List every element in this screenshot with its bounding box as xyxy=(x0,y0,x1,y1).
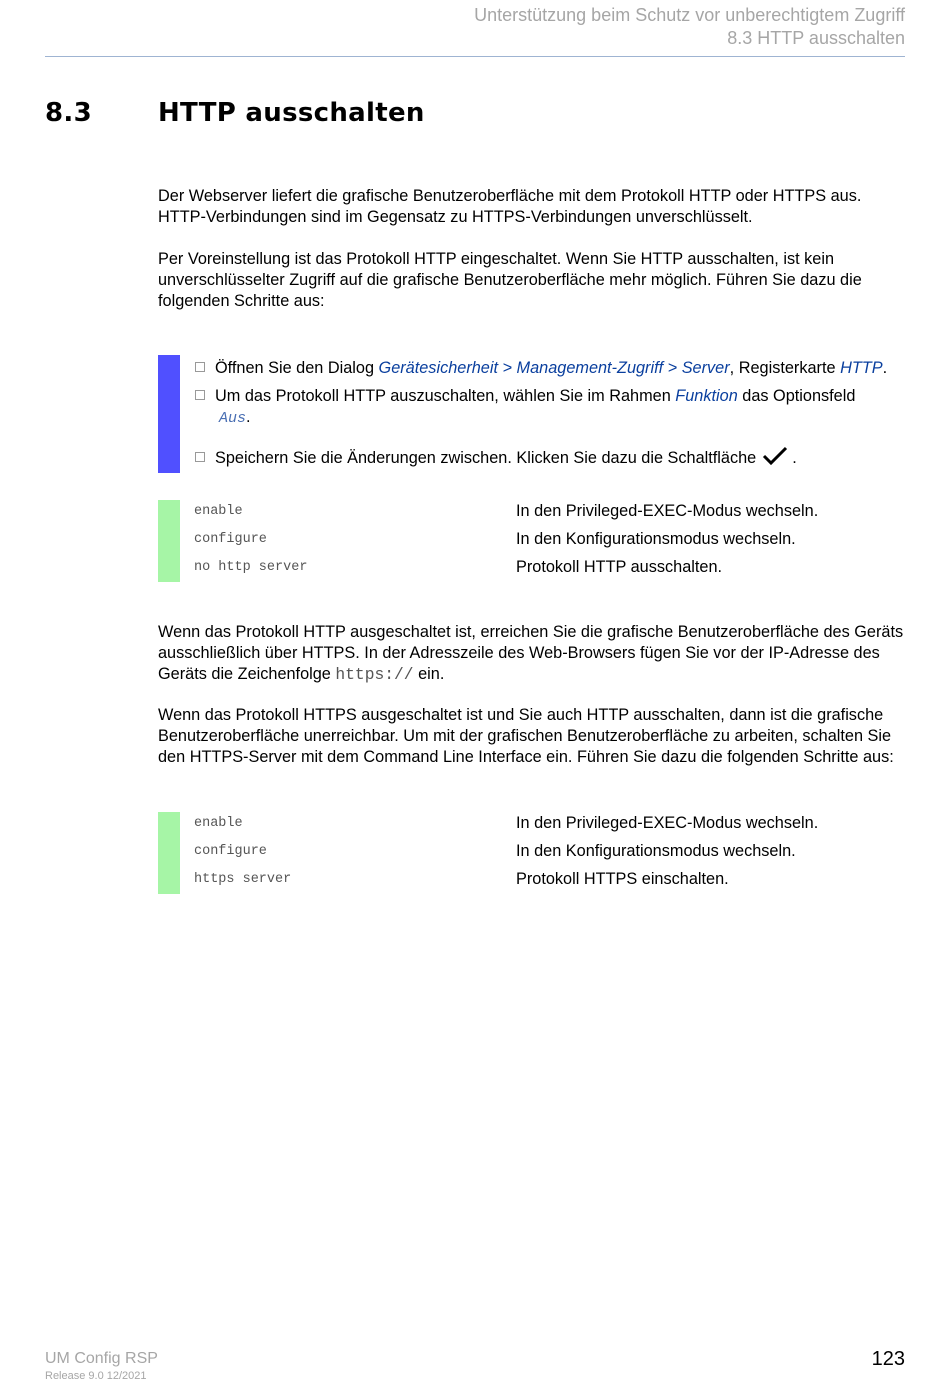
cli-command: enable xyxy=(194,816,243,831)
checkbox-bullet-icon xyxy=(195,390,205,400)
intro-paragraph-2: Per Voreinstellung ist das Protokoll HTTP eingeschaltet. Wenn Sie HTTP ausschalten, ist kein unverschlüsselter Zugriff auf die grafische Benutzeroberfläche mehr möglich. Führen Sie dazu die folgenden Schritte aus: xyxy=(158,250,862,310)
cli-description: In den Konfigurationsmodus wechseln. xyxy=(516,530,796,548)
cli-marker-bar xyxy=(158,500,180,582)
paragraph-text: ein. xyxy=(413,665,445,683)
header-divider xyxy=(45,56,905,57)
step-save-changes xyxy=(195,445,915,473)
step-select-option xyxy=(195,386,915,429)
paragraph-text: Wenn das Protokoll HTTP ausgeschaltet ist, erreichen Sie die grafische Benutzeroberfläche des Geräts ausschließlich über HTTPS. In der Adresszeile des Web-Browsers fügen Sie vor der IP-Adresse des Geräts die Zeichenfolge xyxy=(158,623,904,683)
step-text: Um das Protokoll HTTP auszuschalten, wählen Sie im Rahmen xyxy=(215,387,676,405)
footer-release: Release 9.0 12/2021 xyxy=(45,1370,147,1382)
dialog-path: Gerätesicherheit > Management-Zugriff > Server xyxy=(378,359,730,377)
intro-paragraph-1: Der Webserver liefert die grafische Benutzeroberfläche mit dem Protokoll HTTP oder HTTPS aus. HTTP-Verbindungen sind im Gegensatz zu HTTPS-Verbindungen unverschlüsselt. xyxy=(158,187,862,226)
step-open-dialog xyxy=(195,358,915,379)
step-text: das Optionsfeld xyxy=(737,387,856,405)
cli-command: configure xyxy=(194,532,267,547)
step-text: . xyxy=(246,408,251,426)
frame-name: Funktion xyxy=(675,387,738,405)
https-access-paragraph xyxy=(158,622,908,685)
checkbox-bullet-icon xyxy=(195,452,205,462)
step-text: . xyxy=(882,359,888,377)
tab-name: HTTP xyxy=(840,359,883,377)
cli-command: no http server xyxy=(194,560,308,575)
step-text: Speichern Sie die Änderungen zwischen. Klicken Sie dazu die Schaltfläche xyxy=(215,449,757,467)
section-title: HTTP ausschalten xyxy=(158,98,425,128)
cli-command: https server xyxy=(194,872,292,887)
page-number: 123 xyxy=(871,1348,905,1370)
cli-command: configure xyxy=(194,844,267,859)
checkbox-bullet-icon xyxy=(195,362,205,372)
section-number: 8.3 xyxy=(45,98,92,128)
footer-manual-name: UM Config RSP xyxy=(45,1350,158,1367)
steps-marker-bar xyxy=(158,355,180,473)
cli-description: Protokoll HTTP ausschalten. xyxy=(516,558,723,576)
cli-description: Protokoll HTTPS einschalten. xyxy=(516,870,729,888)
step-text: , Registerkarte xyxy=(729,359,841,377)
cli-description: In den Konfigurationsmodus wechseln. xyxy=(516,842,796,860)
checkmark-icon xyxy=(762,445,788,473)
cli-marker-bar xyxy=(158,812,180,894)
step-text: Öffnen Sie den Dialog xyxy=(215,359,379,377)
option-name: Aus xyxy=(219,410,247,427)
cli-description: In den Privileged-EXEC-Modus wechseln. xyxy=(516,814,819,832)
cli-description: In den Privileged-EXEC-Modus wechseln. xyxy=(516,502,819,520)
running-header-chapter: Unterstützung beim Schutz vor unberechtigtem Zugriff xyxy=(474,5,905,25)
cli-command: enable xyxy=(194,504,243,519)
https-server-paragraph: Wenn das Protokoll HTTPS ausgeschaltet ist und Sie auch HTTP ausschalten, dann ist die grafische Benutzeroberfläche unerreichbar. Um mit der grafischen Benutzeroberfläche zu arbeiten, schalten Sie den HTTPS-Server mit dem Command Line Interface ein. Führen Sie dazu die folgenden Schritte aus: xyxy=(158,706,894,766)
url-prefix: https:// xyxy=(335,665,414,684)
step-text: . xyxy=(792,449,797,467)
running-header-section: 8.3 HTTP ausschalten xyxy=(727,28,905,48)
